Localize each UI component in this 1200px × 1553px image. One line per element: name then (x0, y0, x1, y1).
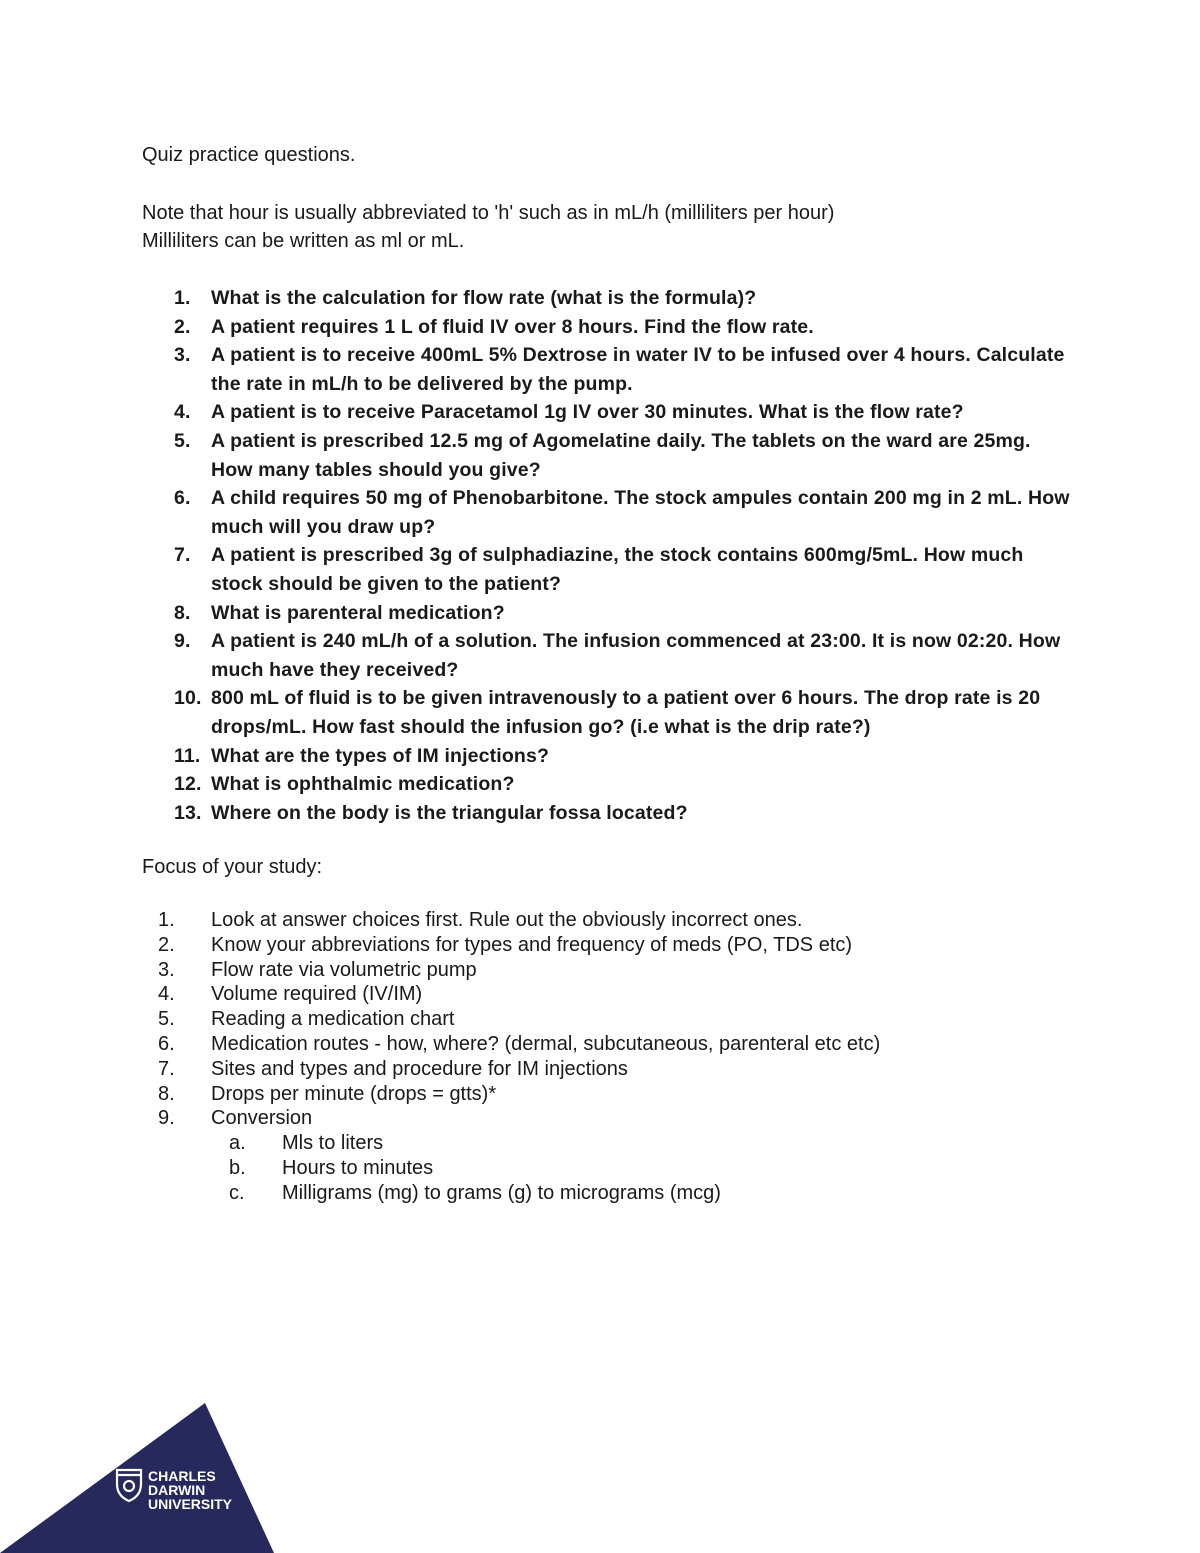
focus-subitem-text: Milligrams (mg) to grams (g) to micrograms (mcg) (282, 1181, 721, 1204)
focus-subitem (211, 1131, 1042, 1156)
focus-number: 7. (158, 1057, 175, 1080)
focus-subitem-letter: a. (229, 1132, 246, 1155)
question-number: 2. (174, 315, 191, 338)
question-text: A patient is to receive Paracetamol 1g IV over 30 minutes. What is the flow rate? (211, 401, 964, 424)
focus-number: 9. (158, 1107, 175, 1130)
question-item (142, 627, 1072, 684)
focus-item (142, 1032, 1042, 1057)
focus-subitem-letter: b. (229, 1156, 246, 1179)
question-number: 7. (174, 544, 191, 567)
question-number: 3. (174, 344, 191, 367)
focus-text: Volume required (IV/IM) (211, 983, 423, 1006)
question-number: 11. (174, 744, 201, 767)
focus-item (142, 958, 1042, 983)
focus-number: 5. (158, 1008, 175, 1031)
question-text: What is parenteral medication? (211, 601, 505, 624)
focus-item (142, 908, 1042, 933)
question-number: 8. (174, 601, 191, 624)
charles-darwin-university-logo (0, 1400, 280, 1553)
question-number: 1. (174, 287, 191, 309)
focus-heading: Focus of your study: (142, 856, 323, 878)
focus-text: Know your abbreviations for types and frequency of meds (PO, TDS etc) (211, 933, 853, 956)
logo-line-1: CHARLES (148, 1468, 216, 1484)
conversion-sublist (211, 1131, 1042, 1205)
question-number: 9. (174, 630, 191, 653)
question-item (142, 599, 1072, 628)
question-text: 800 mL of fluid is to be given intravenously to a patient over 6 hours. The drop rate is 20 drops/mL. How fast should the infusion go? (i.e what is the drip rate?) (211, 687, 1041, 738)
question-text: A patient is to receive 400mL 5% Dextrose in water IV to be infused over 4 hours. Calculate the rate in mL/h to be delivered by the pump. (211, 344, 1065, 395)
question-item (142, 313, 1072, 342)
note-line-2: Milliliters can be written as ml or mL. (142, 230, 465, 252)
focus-text: Sites and types and procedure for IM injections (211, 1057, 628, 1080)
question-item (142, 427, 1072, 484)
question-item (142, 799, 1072, 828)
logo-line-3: UNIVERSITY (148, 1496, 233, 1512)
focus-number: 8. (158, 1082, 175, 1105)
focus-subitem-text: Mls to liters (282, 1132, 384, 1155)
focus-item (142, 1082, 1042, 1107)
focus-text: Look at answer choices first. Rule out the obviously incorrect ones. (211, 909, 803, 931)
question-number: 13. (174, 801, 202, 824)
question-number: 6. (174, 487, 191, 510)
question-text: Where on the body is the triangular fossa located? (211, 801, 688, 824)
question-item (142, 684, 1072, 741)
question-text: A patient is prescribed 3g of sulphadiazine, the stock contains 600mg/5mL. How much stock should be given to the patient? (211, 544, 1024, 595)
focus-subitem (211, 1181, 1042, 1206)
question-text: A child requires 50 mg of Phenobarbitone. The stock ampules contain 200 mg in 2 mL. How much will you draw up? (211, 487, 1070, 538)
focus-number: 4. (158, 983, 175, 1006)
question-item (142, 541, 1072, 598)
focus-text: Medication routes - how, where? (dermal, subcutaneous, parenteral etc etc) (211, 1032, 881, 1055)
question-item (142, 284, 1072, 313)
focus-text: Reading a medication chart (211, 1008, 455, 1031)
question-list (142, 284, 1072, 827)
focus-subitem-letter: c. (229, 1181, 245, 1204)
question-number: 12. (174, 773, 202, 796)
focus-number: 2. (158, 933, 175, 956)
question-item (142, 770, 1072, 799)
question-number: 5. (174, 429, 191, 452)
logo-line-2: DARWIN (148, 1482, 206, 1498)
question-item (142, 341, 1072, 398)
note-line-1: Note that hour is usually abbreviated to 'h' such as in mL/h (milliliters per hour) (142, 202, 835, 224)
question-text: What is ophthalmic medication? (211, 773, 515, 796)
question-item (142, 484, 1072, 541)
page-title: Quiz practice questions. (142, 144, 356, 166)
focus-number: 3. (158, 958, 175, 981)
question-number: 10. (174, 687, 202, 710)
focus-item (142, 1007, 1042, 1032)
focus-subitem (211, 1156, 1042, 1181)
question-item (142, 398, 1072, 427)
question-text: A patient is prescribed 12.5 mg of Agomelatine daily. The tablets on the ward are 25mg. How many tables should you give? (211, 429, 1031, 481)
question-text: What are the types of IM injections? (211, 744, 550, 767)
question-text: What is the calculation for flow rate (what is the formula)? (211, 287, 757, 309)
question-text: A patient requires 1 L of fluid IV over 8 hours. Find the flow rate. (211, 315, 814, 338)
focus-item (142, 1057, 1042, 1082)
focus-number: 6. (158, 1032, 175, 1055)
focus-list (142, 908, 1042, 1206)
question-text: A patient is 240 mL/h of a solution. The infusion commenced at 23:00. It is now 02:20. How much have they received? (211, 630, 1061, 681)
question-number: 4. (174, 401, 191, 424)
question-item (142, 742, 1072, 771)
focus-text: Drops per minute (drops = gtts)* (211, 1082, 497, 1105)
focus-item (142, 933, 1042, 958)
focus-text: Flow rate via volumetric pump (211, 958, 477, 981)
focus-item (142, 1106, 1042, 1205)
logo-triangle (0, 1403, 274, 1553)
focus-subitem-text: Hours to minutes (282, 1156, 434, 1179)
focus-number: 1. (158, 909, 175, 931)
focus-item (142, 982, 1042, 1007)
focus-text: Conversion (211, 1107, 313, 1130)
